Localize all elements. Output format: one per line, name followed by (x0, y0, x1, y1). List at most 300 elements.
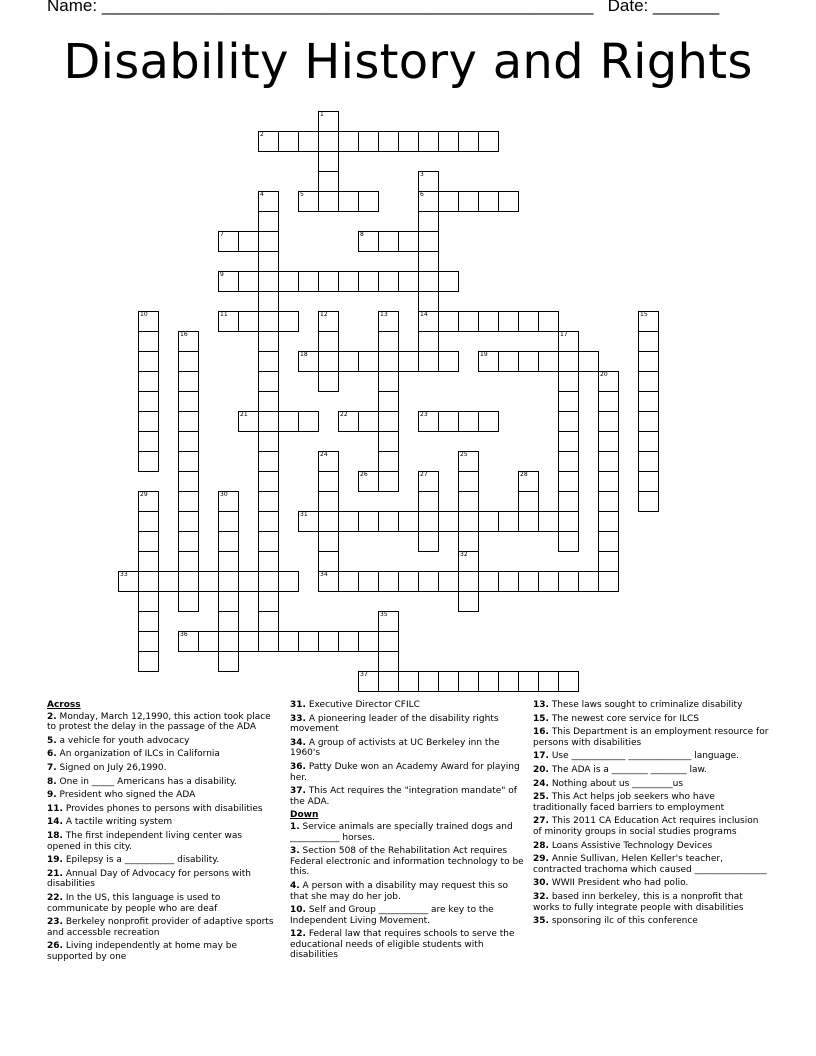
grid-cell[interactable] (558, 431, 579, 452)
grid-cell[interactable] (598, 531, 619, 552)
grid-cell[interactable] (138, 571, 159, 592)
clue-text: Nothing about us _________us (548, 778, 684, 789)
grid-cell[interactable] (378, 411, 399, 432)
clue-item (533, 751, 769, 762)
grid-cell[interactable] (638, 491, 659, 512)
grid-cell[interactable] (418, 531, 439, 552)
grid-cell[interactable] (518, 571, 539, 592)
clue-item (533, 727, 769, 748)
grid-cell[interactable] (178, 631, 199, 652)
grid-cell[interactable] (178, 471, 199, 492)
grid-cell[interactable] (178, 431, 199, 452)
grid-cell[interactable] (578, 571, 599, 592)
grid-cell[interactable] (458, 531, 479, 552)
grid-cell[interactable] (378, 571, 399, 592)
grid-cell[interactable] (278, 411, 299, 432)
grid-cell[interactable] (358, 411, 379, 432)
grid-cell[interactable] (138, 391, 159, 412)
grid-cell[interactable] (418, 331, 439, 352)
grid-cell[interactable] (258, 251, 279, 272)
grid-cell[interactable] (218, 311, 239, 332)
clue-item (47, 917, 277, 938)
grid-cell[interactable] (378, 511, 399, 532)
grid-cell[interactable] (258, 211, 279, 232)
grid-cell[interactable] (278, 131, 299, 152)
grid-cell[interactable] (258, 391, 279, 412)
grid-cell[interactable] (458, 471, 479, 492)
grid-cell[interactable] (478, 671, 499, 692)
grid-cell[interactable] (378, 231, 399, 252)
grid-cell[interactable] (138, 591, 159, 612)
grid-cell[interactable] (558, 491, 579, 512)
clue-item (47, 941, 277, 962)
grid-cell[interactable] (558, 391, 579, 412)
clue-text: Monday, March 12,1990, this action took place to protest the delay in the passage of the ADA (47, 711, 271, 733)
grid-cell[interactable] (218, 551, 239, 572)
grid-cell[interactable] (238, 571, 259, 592)
grid-cell[interactable] (358, 271, 379, 292)
clue-text: A tactile writing system (62, 817, 173, 828)
grid-cell[interactable] (378, 391, 399, 412)
grid-cell[interactable] (118, 571, 139, 592)
grid-cell[interactable] (358, 511, 379, 532)
grid-cell[interactable] (178, 391, 199, 412)
grid-cell[interactable] (638, 471, 659, 492)
grid-cell[interactable] (438, 271, 459, 292)
grid-cell[interactable] (358, 191, 379, 212)
cell-number: 4 (260, 191, 264, 198)
clue-text: The ADA is a ________ ________ law. (548, 764, 707, 775)
grid-cell[interactable] (558, 531, 579, 552)
grid-cell[interactable] (338, 271, 359, 292)
grid-cell[interactable] (178, 551, 199, 572)
grid-cell[interactable] (598, 471, 619, 492)
grid-cell[interactable] (338, 191, 359, 212)
grid-cell[interactable] (478, 311, 499, 332)
grid-cell[interactable] (478, 511, 499, 532)
grid-cell[interactable] (398, 231, 419, 252)
clue-item (47, 712, 277, 733)
grid-cell[interactable] (218, 231, 239, 252)
grid-cell[interactable] (178, 351, 199, 372)
grid-cell[interactable] (378, 131, 399, 152)
grid-cell[interactable] (178, 591, 199, 612)
grid-cell[interactable] (218, 631, 239, 652)
grid-cell[interactable] (318, 511, 339, 532)
grid-cell[interactable] (378, 431, 399, 452)
grid-cell[interactable] (398, 671, 419, 692)
grid-cell[interactable] (238, 631, 259, 652)
grid-cell[interactable] (458, 191, 479, 212)
grid-cell[interactable] (378, 371, 399, 392)
clue-number: 10. (290, 905, 306, 916)
grid-cell[interactable] (438, 411, 459, 432)
grid-cell[interactable] (298, 411, 319, 432)
grid-cell[interactable] (378, 311, 399, 332)
grid-cell[interactable] (418, 491, 439, 512)
grid-cell[interactable] (518, 671, 539, 692)
grid-cell[interactable] (518, 351, 539, 372)
grid-cell[interactable] (598, 551, 619, 572)
grid-cell[interactable] (238, 231, 259, 252)
grid-cell[interactable] (138, 371, 159, 392)
grid-cell[interactable] (318, 111, 339, 132)
grid-cell[interactable] (478, 131, 499, 152)
grid-cell[interactable] (498, 511, 519, 532)
grid-cell[interactable] (358, 231, 379, 252)
grid-cell[interactable] (458, 571, 479, 592)
cell-number: 32 (460, 551, 468, 558)
grid-cell[interactable] (518, 471, 539, 492)
grid-cell[interactable] (558, 411, 579, 432)
clue-number: 17. (533, 751, 549, 762)
grid-cell[interactable] (318, 331, 339, 352)
grid-cell[interactable] (318, 551, 339, 572)
grid-cell[interactable] (318, 311, 339, 332)
clue-number: 18. (47, 830, 63, 841)
grid-cell[interactable] (498, 311, 519, 332)
grid-cell[interactable] (318, 631, 339, 652)
grid-cell[interactable] (398, 351, 419, 372)
date-field-line[interactable]: _______ (653, 0, 720, 15)
grid-cell[interactable] (418, 191, 439, 212)
grid-cell[interactable] (138, 491, 159, 512)
grid-cell[interactable] (218, 511, 239, 532)
grid-cell[interactable] (498, 351, 519, 372)
grid-cell[interactable] (298, 131, 319, 152)
grid-cell[interactable] (178, 511, 199, 532)
grid-cell[interactable] (418, 471, 439, 492)
grid-cell[interactable] (178, 331, 199, 352)
grid-cell[interactable] (418, 131, 439, 152)
grid-cell[interactable] (398, 511, 419, 532)
clue-item (290, 846, 525, 878)
grid-cell[interactable] (558, 571, 579, 592)
clue-item (47, 790, 277, 801)
grid-cell[interactable] (138, 551, 159, 572)
grid-cell[interactable] (458, 551, 479, 572)
cell-number: 35 (380, 611, 388, 618)
grid-cell[interactable] (458, 411, 479, 432)
grid-cell[interactable] (438, 351, 459, 372)
grid-cell[interactable] (398, 131, 419, 152)
grid-cell[interactable] (638, 451, 659, 472)
grid-cell[interactable] (318, 371, 339, 392)
grid-cell[interactable] (638, 311, 659, 332)
grid-cell[interactable] (358, 571, 379, 592)
grid-cell[interactable] (478, 191, 499, 212)
grid-cell[interactable] (358, 471, 379, 492)
grid-cell[interactable] (278, 631, 299, 652)
grid-cell[interactable] (258, 411, 279, 432)
grid-cell[interactable] (418, 171, 439, 192)
grid-cell[interactable] (318, 151, 339, 172)
grid-cell[interactable] (258, 191, 279, 212)
grid-cell[interactable] (258, 231, 279, 252)
grid-cell[interactable] (598, 411, 619, 432)
grid-cell[interactable] (358, 131, 379, 152)
grid-cell[interactable] (598, 391, 619, 412)
grid-cell[interactable] (338, 511, 359, 532)
grid-cell[interactable] (178, 371, 199, 392)
clue-text: Service animals are specially trained dogs and ___________ horses. (290, 821, 513, 843)
grid-cell[interactable] (318, 271, 339, 292)
grid-cell[interactable] (398, 271, 419, 292)
cell-number: 37 (360, 671, 368, 678)
grid-cell[interactable] (378, 671, 399, 692)
grid-cell[interactable] (598, 431, 619, 452)
grid-cell[interactable] (258, 571, 279, 592)
grid-cell[interactable] (438, 571, 459, 592)
grid-cell[interactable] (318, 451, 339, 472)
clue-item (47, 855, 277, 866)
grid-cell[interactable] (558, 331, 579, 352)
grid-cell[interactable] (258, 491, 279, 512)
grid-cell[interactable] (438, 511, 459, 532)
grid-cell[interactable] (378, 351, 399, 372)
grid-cell[interactable] (518, 511, 539, 532)
grid-cell[interactable] (638, 431, 659, 452)
grid-cell[interactable] (258, 371, 279, 392)
cell-number: 7 (220, 231, 224, 238)
grid-cell[interactable] (558, 371, 579, 392)
clue-number: 30. (533, 878, 549, 889)
grid-cell[interactable] (138, 511, 159, 532)
grid-cell[interactable] (318, 471, 339, 492)
grid-cell[interactable] (418, 411, 439, 432)
grid-cell[interactable] (358, 671, 379, 692)
cell-number: 30 (220, 491, 228, 498)
grid-cell[interactable] (418, 271, 439, 292)
clue-number: 29. (533, 854, 549, 865)
grid-cell[interactable] (398, 571, 419, 592)
grid-cell[interactable] (418, 351, 439, 372)
grid-cell[interactable] (498, 191, 519, 212)
page-title: Disability History and Rights (63, 34, 753, 90)
grid-cell[interactable] (178, 531, 199, 552)
grid-cell[interactable] (558, 451, 579, 472)
grid-cell[interactable] (338, 131, 359, 152)
grid-cell[interactable] (638, 351, 659, 372)
grid-cell[interactable] (438, 191, 459, 212)
grid-cell[interactable] (258, 591, 279, 612)
grid-cell[interactable] (298, 271, 319, 292)
grid-cell[interactable] (558, 351, 579, 372)
grid-cell[interactable] (138, 631, 159, 652)
clue-text: President who signed the ADA (56, 790, 196, 801)
grid-cell[interactable] (378, 271, 399, 292)
grid-cell[interactable] (218, 611, 239, 632)
grid-cell[interactable] (218, 491, 239, 512)
clue-item (533, 816, 769, 837)
grid-cell[interactable] (538, 511, 559, 532)
grid-cell[interactable] (138, 451, 159, 472)
grid-cell[interactable] (258, 291, 279, 312)
grid-cell[interactable] (138, 651, 159, 672)
grid-cell[interactable] (558, 671, 579, 692)
grid-cell[interactable] (538, 351, 559, 372)
grid-cell[interactable] (338, 631, 359, 652)
grid-cell[interactable] (418, 251, 439, 272)
grid-cell[interactable] (418, 671, 439, 692)
clue-number: 23. (47, 917, 63, 928)
grid-cell[interactable] (258, 471, 279, 492)
grid-cell[interactable] (258, 611, 279, 632)
grid-cell[interactable] (218, 571, 239, 592)
grid-cell[interactable] (438, 311, 459, 332)
grid-cell[interactable] (138, 431, 159, 452)
grid-cell[interactable] (138, 411, 159, 432)
grid-cell[interactable] (258, 311, 279, 332)
grid-cell[interactable] (178, 571, 199, 592)
clue-number: 32. (533, 891, 549, 902)
grid-cell[interactable] (478, 351, 499, 372)
grid-cell[interactable] (438, 131, 459, 152)
grid-cell[interactable] (478, 571, 499, 592)
grid-cell[interactable] (418, 211, 439, 232)
grid-cell[interactable] (338, 571, 359, 592)
clue-item (47, 869, 277, 890)
grid-cell[interactable] (218, 271, 239, 292)
grid-cell[interactable] (518, 491, 539, 512)
name-field-line[interactable]: ____________________________________________________ (101, 0, 594, 15)
grid-cell[interactable] (418, 291, 439, 312)
grid-cell[interactable] (458, 131, 479, 152)
grid-cell[interactable] (318, 491, 339, 512)
grid-cell[interactable] (458, 511, 479, 532)
grid-cell[interactable] (338, 411, 359, 432)
grid-cell[interactable] (198, 571, 219, 592)
grid-cell[interactable] (298, 631, 319, 652)
grid-cell[interactable] (458, 311, 479, 332)
clue-number: 25. (533, 792, 549, 803)
grid-cell[interactable] (418, 571, 439, 592)
grid-cell[interactable] (258, 271, 279, 292)
clue-item (533, 878, 769, 889)
grid-cell[interactable] (458, 491, 479, 512)
cell-number: 14 (420, 311, 428, 318)
grid-cell[interactable] (318, 191, 339, 212)
grid-cell[interactable] (378, 611, 399, 632)
grid-cell[interactable] (138, 531, 159, 552)
grid-cell[interactable] (258, 431, 279, 452)
grid-cell[interactable] (178, 411, 199, 432)
grid-cell[interactable] (458, 671, 479, 692)
grid-cell[interactable] (378, 331, 399, 352)
grid-cell[interactable] (378, 651, 399, 672)
grid-cell[interactable] (258, 351, 279, 372)
grid-cell[interactable] (258, 331, 279, 352)
grid-cell[interactable] (278, 271, 299, 292)
grid-cell[interactable] (258, 131, 279, 152)
grid-cell[interactable] (498, 571, 519, 592)
grid-cell[interactable] (638, 331, 659, 352)
grid-cell[interactable] (138, 331, 159, 352)
grid-cell[interactable] (378, 451, 399, 472)
clue-item (47, 749, 277, 760)
grid-cell[interactable] (318, 351, 339, 372)
grid-cell[interactable] (298, 351, 319, 372)
grid-cell[interactable] (378, 631, 399, 652)
grid-cell[interactable] (458, 591, 479, 612)
grid-cell[interactable] (418, 511, 439, 532)
grid-cell[interactable] (498, 671, 519, 692)
grid-cell[interactable] (598, 511, 619, 532)
grid-cell[interactable] (538, 311, 559, 332)
grid-cell[interactable] (538, 571, 559, 592)
grid-cell[interactable] (318, 571, 339, 592)
grid-cell[interactable] (178, 451, 199, 472)
grid-cell[interactable] (638, 391, 659, 412)
grid-cell[interactable] (238, 271, 259, 292)
grid-cell[interactable] (418, 231, 439, 252)
grid-cell[interactable] (638, 411, 659, 432)
grid-cell[interactable] (598, 571, 619, 592)
grid-cell[interactable] (318, 131, 339, 152)
cell-number: 27 (420, 471, 428, 478)
grid-cell[interactable] (218, 531, 239, 552)
grid-cell[interactable] (138, 311, 159, 332)
grid-cell[interactable] (258, 451, 279, 472)
grid-cell[interactable] (258, 531, 279, 552)
grid-cell[interactable] (378, 471, 399, 492)
grid-cell[interactable] (638, 371, 659, 392)
grid-cell[interactable] (598, 491, 619, 512)
grid-cell[interactable] (238, 411, 259, 432)
grid-cell[interactable] (298, 191, 319, 212)
grid-cell[interactable] (598, 451, 619, 472)
grid-cell[interactable] (338, 351, 359, 372)
grid-cell[interactable] (598, 371, 619, 392)
grid-cell[interactable] (218, 651, 239, 672)
grid-cell[interactable] (418, 311, 439, 332)
grid-cell[interactable] (138, 611, 159, 632)
grid-cell[interactable] (258, 511, 279, 532)
grid-cell[interactable] (458, 451, 479, 472)
grid-cell[interactable] (178, 491, 199, 512)
grid-cell[interactable] (578, 351, 599, 372)
clue-text: This Act requires the "integration mandate" of the ADA. (290, 786, 517, 807)
grid-cell[interactable] (278, 571, 299, 592)
grid-cell[interactable] (298, 511, 319, 532)
clue-text: This Department is an employment resource for persons with disabilities (533, 727, 769, 748)
grid-cell[interactable] (358, 351, 379, 372)
grid-cell[interactable] (318, 531, 339, 552)
grid-cell[interactable] (258, 551, 279, 572)
clue-item (533, 854, 769, 875)
grid-cell[interactable] (538, 671, 559, 692)
clues-column-1 (47, 700, 277, 965)
clue-text: Provides phones to persons with disabilities (62, 803, 263, 814)
grid-cell[interactable] (238, 311, 259, 332)
grid-cell[interactable] (258, 631, 279, 652)
grid-cell[interactable] (198, 631, 219, 652)
grid-cell[interactable] (558, 471, 579, 492)
grid-cell[interactable] (218, 591, 239, 612)
grid-cell[interactable] (318, 171, 339, 192)
clue-number: 21. (47, 868, 63, 879)
grid-cell[interactable] (158, 571, 179, 592)
cell-number: 3 (420, 171, 424, 178)
grid-cell[interactable] (438, 671, 459, 692)
grid-cell[interactable] (358, 631, 379, 652)
grid-cell[interactable] (278, 311, 299, 332)
grid-cell[interactable] (138, 351, 159, 372)
clue-item (47, 893, 277, 914)
grid-cell[interactable] (558, 511, 579, 532)
grid-cell[interactable] (478, 411, 499, 432)
grid-cell[interactable] (518, 311, 539, 332)
